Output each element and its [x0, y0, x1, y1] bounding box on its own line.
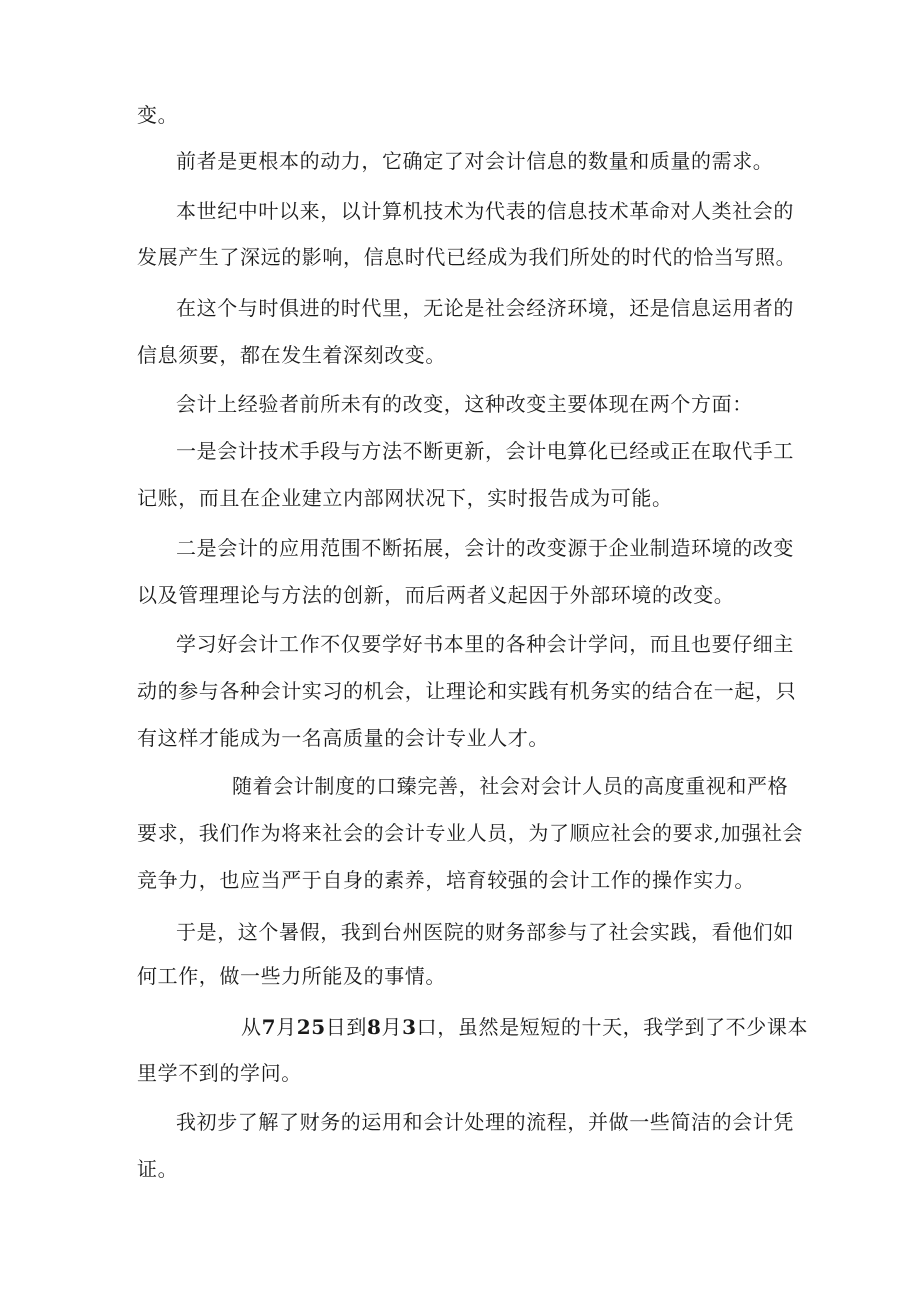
text-line: 有这样才能成为一名高质量的会计专业人才。: [137, 726, 549, 750]
dates-line: [241, 1013, 809, 1041]
text-line: 一是会计技术手段与方法不断更新，会计电算化已经或正在取代手工: [176, 439, 794, 463]
text-line: 在这个与时俱进的时代里，无论是社会经济环境，还是信息运用者的: [176, 296, 794, 320]
start-day: 25: [296, 1015, 326, 1039]
text-line: 于是，这个暑假，我到台州医院的财务部参与了社会实践，看他们如: [176, 920, 794, 944]
text-line: 二是会计的应用范围不断拓展，会计的改变源于企业制造环境的改变: [176, 536, 794, 560]
text-line: 信息须要，都在发生着深刻改变。: [137, 343, 446, 367]
text-line: 何工作，做一些力所能及的事情。: [137, 964, 446, 988]
month-unit: 月: [276, 1015, 297, 1039]
day-unit: 日到: [325, 1015, 367, 1039]
text-line: 要求，我们作为将来社会的会计专业人员，为了顺应社会的要求,加强社会: [137, 821, 804, 845]
end-month: 8: [367, 1015, 382, 1039]
text-line: 我初步了解了财务的运用和会计处理的流程，并做一些简洁的会计凭: [176, 1110, 794, 1134]
text-line: 动的参与各种会计实习的机会，让理论和实践有机务实的结合在一起，只: [137, 679, 797, 703]
text-line: 前者是更根本的动力，它确定了对会计信息的数量和质量的需求。: [176, 149, 774, 173]
text-line: 以及管理理论与方法的创新，而后两者义起因于外部环境的改变。: [137, 583, 735, 607]
text-line: 学习好会计工作不仅要学好书本里的各种会计学问，而且也要仔细主: [176, 632, 794, 656]
text-line: 会计上经验者前所未有的改变，这种改变主要体现在两个方面：: [176, 392, 753, 416]
end-day: 3: [402, 1015, 417, 1039]
text-line: 记账，而且在企业建立内部网状况下，实时报告成为可能。: [137, 486, 673, 510]
dates-rest: 口，虽然是短短的十天，我学到了不少课本: [416, 1015, 809, 1039]
text-line: 本世纪中叶以来，以计算机技术为代表的信息技术革命对人类社会的: [176, 199, 794, 223]
text-line: 证。: [137, 1157, 179, 1181]
text-line: 变。: [137, 103, 179, 127]
month-unit: 月: [381, 1015, 403, 1039]
text-line: 竞争力，也应当严于自身的素养，培育较强的会计工作的操作实力。: [137, 868, 755, 892]
text-line: 发展产生了深远的影响，信息时代已经成为我们所处的时代的恰当写照。: [137, 245, 797, 269]
start-month: 7: [261, 1015, 277, 1039]
dates-prefix: 从: [241, 1015, 262, 1039]
text-line: 里学不到的学问。: [137, 1061, 302, 1085]
text-line: 随着会计制度的口臻完善，社会对会计人员的高度重视和严格: [232, 774, 789, 798]
